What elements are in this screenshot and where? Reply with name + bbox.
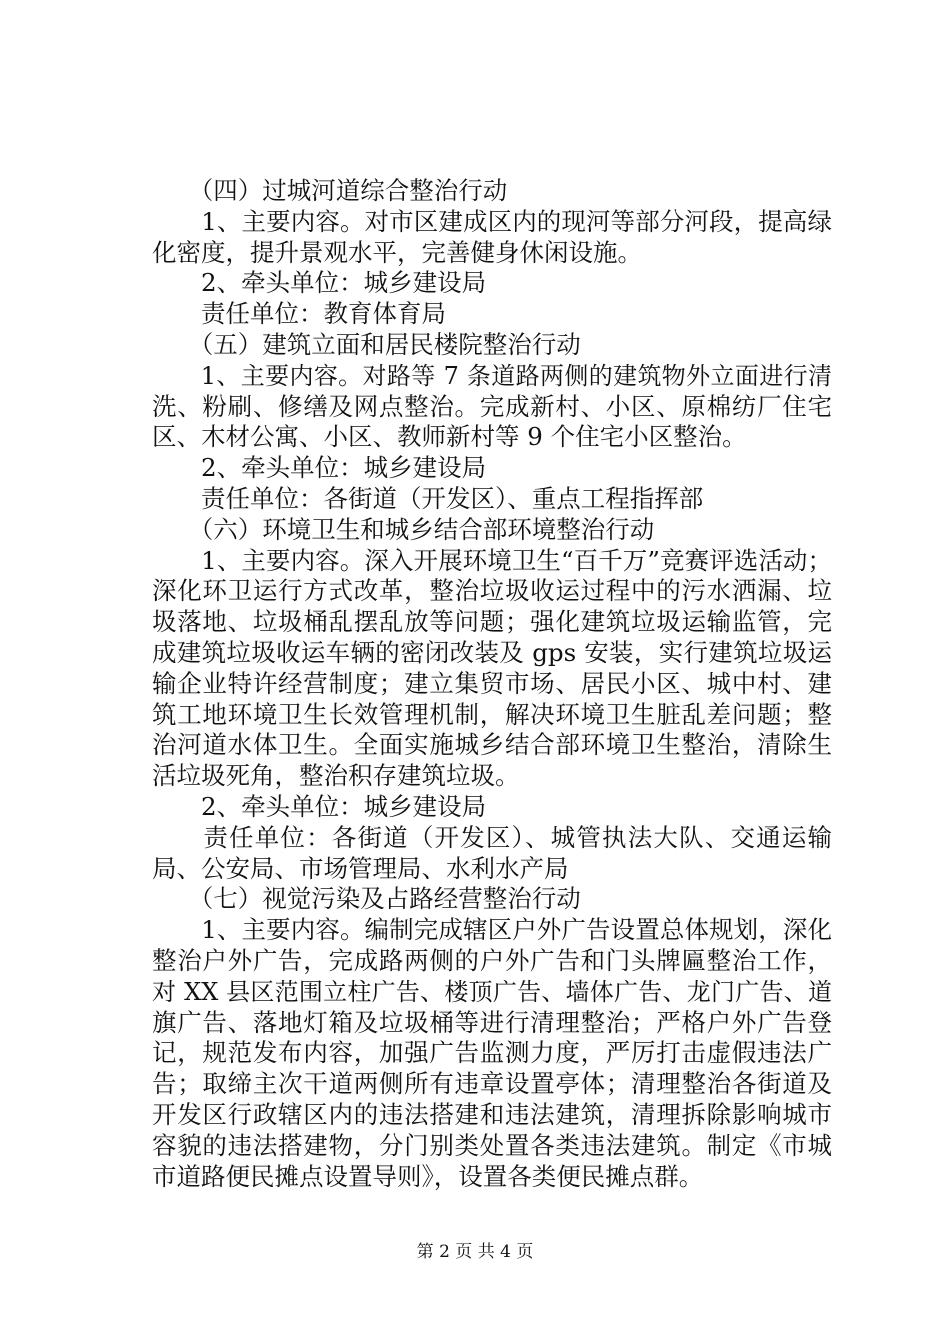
text-line: （四）过城河道综合整治行动 bbox=[152, 176, 508, 205]
text-line: （七）视觉污染及占路经营整治行动 bbox=[152, 884, 581, 914]
text-line: 成建筑垃圾收运车辆的密闭改装及 gps 安装，实行建筑垃圾运 bbox=[152, 637, 832, 667]
text-line: 1、主要内容。对路等 7 条道路两侧的建筑物外立面进行清 bbox=[152, 361, 832, 390]
text-line: 筑工地环境卫生长效管理机制，解决环境卫生脏乱差问题；整 bbox=[152, 699, 832, 729]
text-line: 圾落地、垃圾桶乱摆乱放等问题；强化建筑垃圾运输监管，完 bbox=[152, 607, 832, 637]
text-line: 洗、粉刷、修缮及网点整治。完成新村、小区、原棉纺厂住宅 bbox=[152, 391, 832, 421]
text-line: 记，规范发布内容，加强广告监测力度，严厉打击虚假违法广 bbox=[152, 1038, 832, 1068]
text-line: 区、木材公寓、小区、教师新村等 9 个住宅小区整治。 bbox=[152, 422, 747, 452]
text-line: 局、公安局、市场管理局、水利水产局 bbox=[152, 853, 569, 883]
text-line: 2、牵头单位：城乡建设局 bbox=[152, 453, 487, 483]
text-line: 1、主要内容。编制完成辖区户外广告设置总体规划，深化 bbox=[152, 915, 832, 945]
text-line: 化密度，提升景观水平，完善健身休闲设施。 bbox=[152, 237, 642, 267]
text-line: 容貌的违法搭建物，分门别类处置各类违法建筑。制定《市城 bbox=[152, 1130, 832, 1160]
text-line: 市道路便民摊点设置导则》，设置各类便民摊点群。 bbox=[152, 1161, 704, 1191]
text-line: 治河道水体卫生。全面实施城乡结合部环境卫生整治，清除生 bbox=[152, 730, 832, 760]
page-footer: 第 2 页 共 4 页 bbox=[416, 1242, 534, 1262]
text-line: 2、牵头单位：城乡建设局 bbox=[152, 791, 487, 821]
text-line: 2、牵头单位：城乡建设局 bbox=[152, 268, 487, 298]
text-line: 输企业特许经营制度；建立集贸市场、居民小区、城中村、建 bbox=[152, 668, 832, 698]
text-line: 对 XX 县区范围立柱广告、楼顶广告、墙体广告、龙门广告、道 bbox=[152, 977, 832, 1006]
text-line: 告；取缔主次干道两侧所有违章设置亭体；清理整治各街道及 bbox=[152, 1069, 832, 1099]
text-line: 整治户外广告，完成路两侧的户外广告和门头牌匾整治工作， bbox=[152, 945, 832, 975]
text-line: 责任单位：教育体育局 bbox=[152, 299, 446, 329]
text-line: 深化环卫运行方式改革，整治垃圾收运过程中的污水洒漏、垃 bbox=[152, 576, 832, 606]
text-line: 1、主要内容。深入开展环境卫生“百千万”竞赛评选活动； bbox=[152, 545, 832, 575]
text-line: 责任单位：各街道（开发区）、重点工程指挥部 bbox=[152, 483, 704, 513]
text-line: （五）建筑立面和居民楼院整治行动 bbox=[152, 329, 581, 359]
text-line: 开发区行政辖区内的违法搭建和违法建筑，清理拆除影响城市 bbox=[152, 1099, 832, 1129]
text-line: 旗广告、落地灯箱及垃圾桶等进行清理整治；严格户外广告登 bbox=[152, 1007, 832, 1037]
text-line: （六）环境卫生和城乡结合部环境整治行动 bbox=[152, 514, 655, 544]
document-body bbox=[152, 176, 832, 1192]
text-line: 活垃圾死角，整治积存建筑垃圾。 bbox=[152, 761, 520, 791]
text-line: 1、主要内容。对市区建成区内的现河等部分河段，提高绿 bbox=[152, 206, 832, 236]
text-line: 责任单位：各街道（开发区）、城管执法大队、交通运输 bbox=[152, 822, 832, 852]
